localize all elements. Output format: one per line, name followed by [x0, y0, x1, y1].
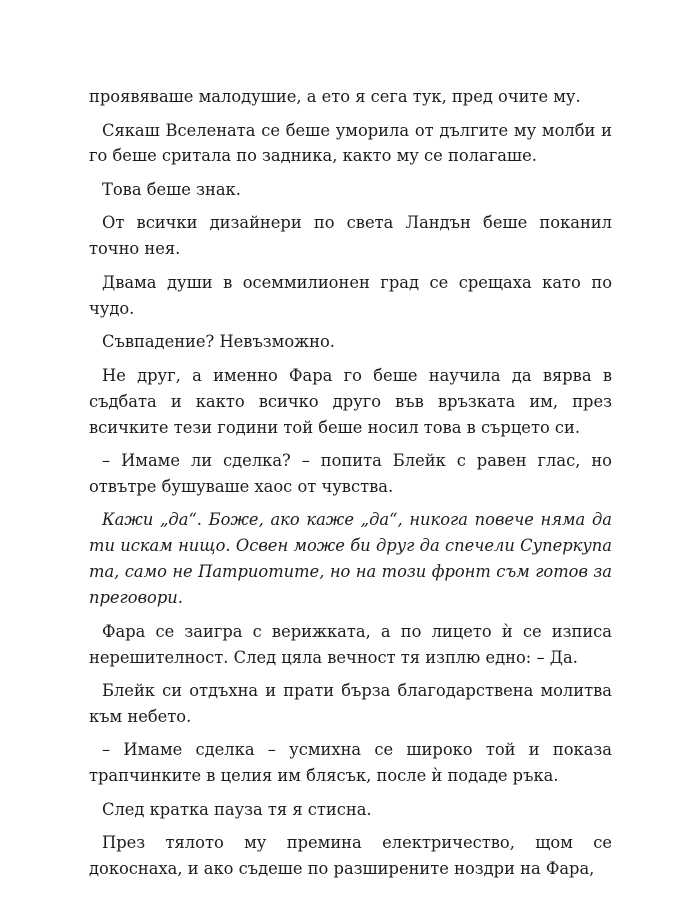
page-text	[89, 84, 612, 890]
italic-paragraph: Кажи „да“. Боже, ако каже „да“, никога повече няма да ти искам нищо. Освен може би друг да спечели Суперкупа та, само не Патриотите, но на този фронт съм готов за преговори.	[89, 510, 612, 608]
paragraph: Блейк си отдъхна и прати бърза благодарствена молитва към небето.	[89, 681, 612, 726]
paragraph: – Имаме ли сделка? – попита Блейк с равен глас, но отвътре бушуваше хаос от чувства.	[89, 451, 612, 496]
paragraph: Съвпадение? Невъзможно.	[102, 332, 335, 352]
paragraph: Двама души в осеммилионен град се срещаха като по чудо.	[89, 272, 612, 318]
paragraph: След кратка пауза тя я стисна.	[102, 799, 372, 819]
paragraph: Това беше знак.	[102, 179, 241, 199]
paragraph: проявяваше малодушие, а ето я сега тук, пред очите му.	[89, 87, 581, 106]
paragraph: – Имаме сделка – усмихна се широко той и показа трапчинките в целия им блясък, после ѝ подаде ръка.	[89, 740, 612, 786]
paragraph: Сякаш Вселената се беше уморила от дългите му молби и го беше сритала по задника, както му се полагаше.	[89, 120, 612, 166]
paragraph: Не друг, а именно Фара го беше научила да вярва в съдбата и както всичко друго във връзката им, през всичките тези години той беше носил това в сърцето си.	[89, 365, 612, 437]
paragraph: Фара се заигра с верижката, а по лицето ѝ се изписа нерешителност. След цяла вечност тя изплю едно: – Да.	[89, 621, 612, 667]
paragraph: През тялото му премина електричество, щом се докоснаха, и ако съдеше по разширените ноздри на Фара,	[89, 833, 612, 879]
paragraph: От всички дизайнери по света Ландън беше поканил точно нея.	[89, 213, 612, 259]
